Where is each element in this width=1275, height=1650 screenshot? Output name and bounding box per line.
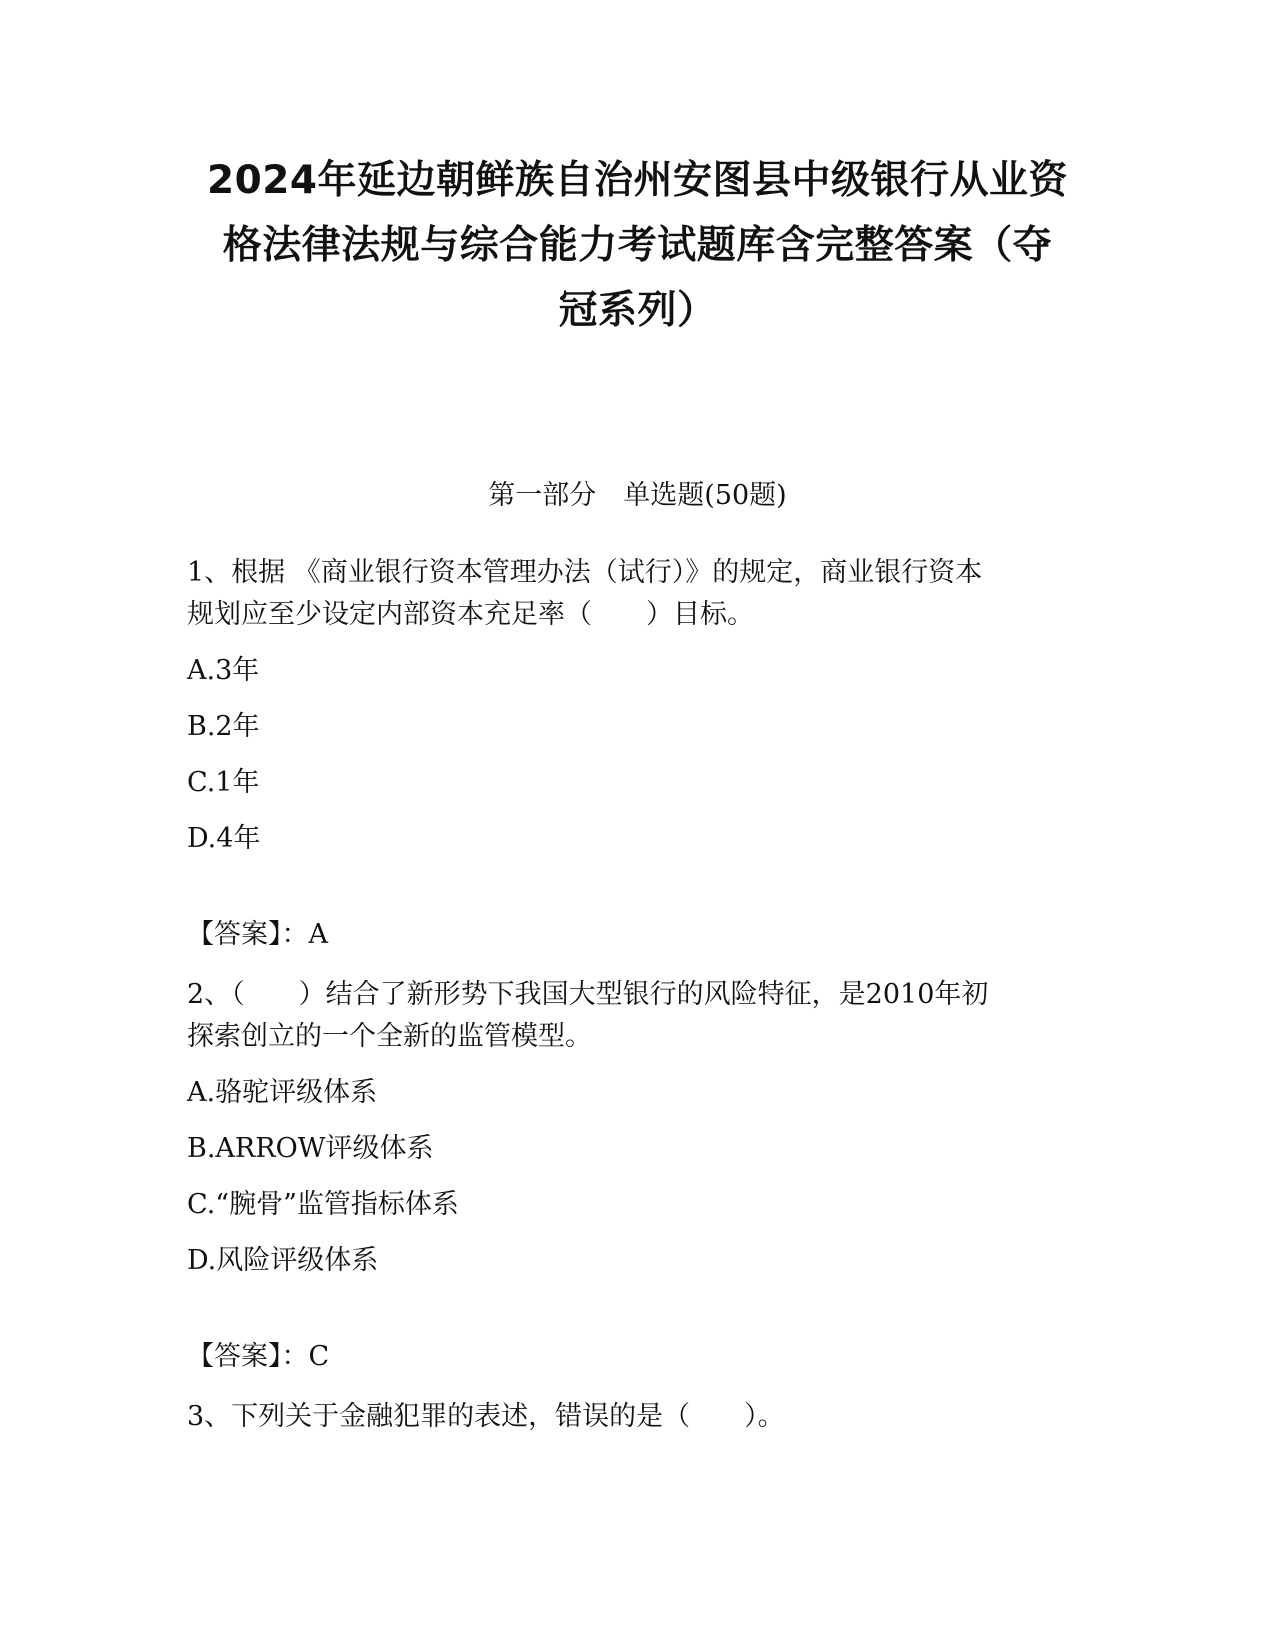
question-1-option-b: B.2年: [187, 711, 260, 742]
question-2-stem-line-1: 2、（ ）结合了新形势下我国大型银行的风险特征，是2010年初: [187, 979, 989, 1010]
question-1-option-a: A.3年: [187, 655, 260, 686]
question-2-answer: 【答案】：C: [187, 1341, 330, 1372]
title-line-3: 冠系列）: [558, 288, 717, 333]
title-line-2: 格法律法规与综合能力考试题库含完整答案（夺: [222, 223, 1053, 268]
question-3-stem-line-1: 3、下列关于金融犯罪的表述，错误的是（ ）。: [187, 1401, 785, 1432]
question-1-stem-line-1: 1、根据 《商业银行资本管理办法（试行）》的规定，商业银行资本: [187, 557, 983, 588]
question-2-stem-line-2: 探索创立的一个全新的监管模型。: [187, 1021, 592, 1052]
question-1-stem-line-2: 规划应至少设定内部资本充足率（ ）目标。: [187, 599, 754, 630]
question-2-option-c: C.“腕骨”监管指标体系: [187, 1189, 459, 1220]
document-title: [160, 148, 1115, 343]
question-2-option-d: D.风险评级体系: [187, 1245, 379, 1276]
question-1-answer: 【答案】：A: [187, 919, 328, 950]
question-2-option-a: A.骆驼评级体系: [187, 1077, 378, 1108]
question-2-option-b: B.ARROW评级体系: [187, 1133, 434, 1164]
question-1-option-d: D.4年: [187, 823, 261, 854]
title-line-1: 2024年延边朝鲜族自治州安图县中级银行从业资: [206, 158, 1069, 203]
section-heading: 第一部分 单选题(50题): [488, 480, 787, 511]
question-1-option-c: C.1年: [187, 767, 260, 798]
